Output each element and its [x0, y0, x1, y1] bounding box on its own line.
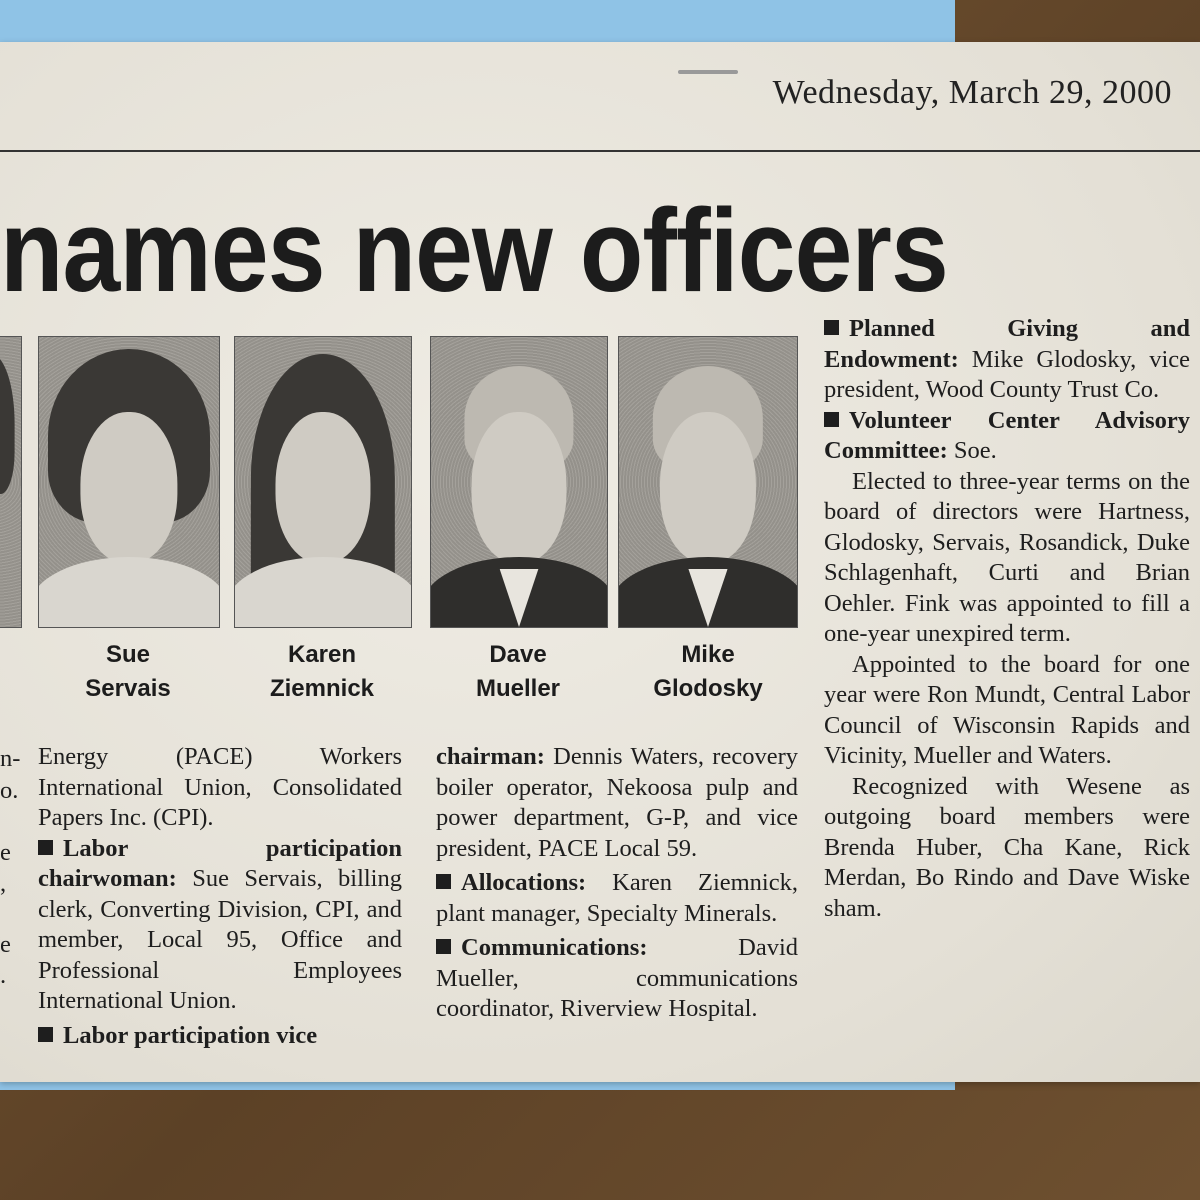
paragraph: [436, 742, 798, 864]
bullet-square-icon: [38, 840, 53, 855]
photo-partial: [0, 336, 22, 628]
edge-fragment: n-: [0, 745, 21, 772]
caption-last: Mueller: [475, 675, 561, 702]
caption-first: Dave: [489, 641, 547, 668]
caption-mike-glodosky: [618, 638, 798, 706]
header-rule: [0, 150, 1200, 152]
caption-last: Servais: [85, 675, 171, 702]
caption-last: Ziemnick: [269, 675, 375, 702]
bullet-square-icon: [436, 939, 451, 954]
section-body: Mike Glodosky, vice president, Wood County Trust Co.: [824, 345, 1190, 403]
headline: names new officers: [0, 185, 948, 317]
photo-face: [275, 412, 370, 563]
caption-first: Karen: [287, 641, 357, 668]
paragraph: [38, 1021, 402, 1052]
paragraph: [824, 406, 1190, 467]
article-column-2: [436, 742, 798, 1025]
photo-mike-glodosky: [618, 336, 798, 628]
caption-last: Glodosky: [653, 675, 763, 702]
caption-sue-servais: [38, 638, 218, 706]
photo-shoulders: [38, 557, 220, 628]
section-heading: Volunteer Center Advisory Committee:: [824, 406, 1190, 464]
caption-first: Mike: [681, 641, 735, 668]
section-body: Dennis Waters, recovery boiler operator, Nekoosa pulp and power department, G-P, and vice president, PACE Local 59.: [436, 743, 798, 862]
photo-dave-mueller: [430, 336, 608, 628]
edge-fragment: e: [0, 931, 11, 958]
caption-karen-ziemnick: [232, 638, 412, 706]
section-heading: Labor participation vice: [63, 1021, 318, 1049]
paragraph: Elected to three-year terms on the board of directors were Hartness, Glodosky, Servais, Rosandick, Duke Schlagenhaft, Curti and Brian Oehler. Fink was appointed to fill a one-year unexpired term.: [824, 467, 1190, 647]
article-column-1: [38, 742, 402, 1051]
section-heading: Communications:: [461, 934, 648, 961]
edge-fragment: o.: [0, 777, 19, 804]
bullet-square-icon: [436, 874, 451, 889]
caption-dave-mueller: [428, 638, 608, 706]
photo-karen-ziemnick: [234, 336, 412, 628]
caption-first: Sue: [105, 641, 150, 668]
section-body: David Mueller, communications coordinator, Riverview Hospital.: [436, 934, 798, 1022]
edge-fragment: .: [0, 962, 7, 989]
dateline: Wednesday, March 29, 2000: [772, 74, 1172, 111]
paragraph: [436, 868, 798, 929]
paragraph: Recognized with Wesene as outgoing board members were Brenda Huber, Cha Kane, Rick Merdan, Bo Rindo and Dave Wiske sham.: [824, 772, 1190, 922]
paragraph: [824, 314, 1190, 406]
bullet-square-icon: [38, 1027, 53, 1042]
photo-face: [471, 412, 566, 563]
section-body: Karen Ziemnick, plant manager, Specialty Minerals.: [436, 869, 798, 927]
edge-fragment: ,: [0, 870, 7, 897]
newspaper-clipping: [0, 42, 1200, 1082]
photo-shoulders: [234, 557, 412, 628]
section-body: Sue Servais, billing clerk, Converting Division, CPI, and member, Local 95, Office and Professional Employees International Union.: [38, 865, 402, 1014]
section-heading: Planned Giving and Endowment:: [824, 315, 1190, 373]
section-heading: Allocations:: [461, 869, 587, 896]
paragraph: [38, 834, 402, 1017]
tape-mark: [678, 70, 738, 74]
photo-face: [660, 412, 756, 563]
photo-sue-servais: [38, 336, 220, 628]
paragraph: Appointed to the board for one year were Ron Mundt, Central Labor Council of Wisconsin Rapids and Vicinity, Mueller and Waters.: [824, 650, 1190, 769]
edge-fragment: e: [0, 839, 11, 866]
section-body: Soe.: [947, 437, 997, 464]
section-heading: Labor participation chairwoman:: [38, 834, 402, 892]
bullet-square-icon: [824, 412, 839, 427]
bullet-square-icon: [824, 320, 839, 335]
section-heading: chairman:: [436, 743, 545, 770]
article-column-3: [824, 314, 1190, 924]
photo-face: [80, 412, 177, 563]
paragraph: [436, 933, 798, 1025]
paragraph: Energy (PACE) Workers International Union, Consolidated Papers Inc. (CPI).: [38, 743, 402, 831]
photo-hair: [0, 354, 14, 493]
